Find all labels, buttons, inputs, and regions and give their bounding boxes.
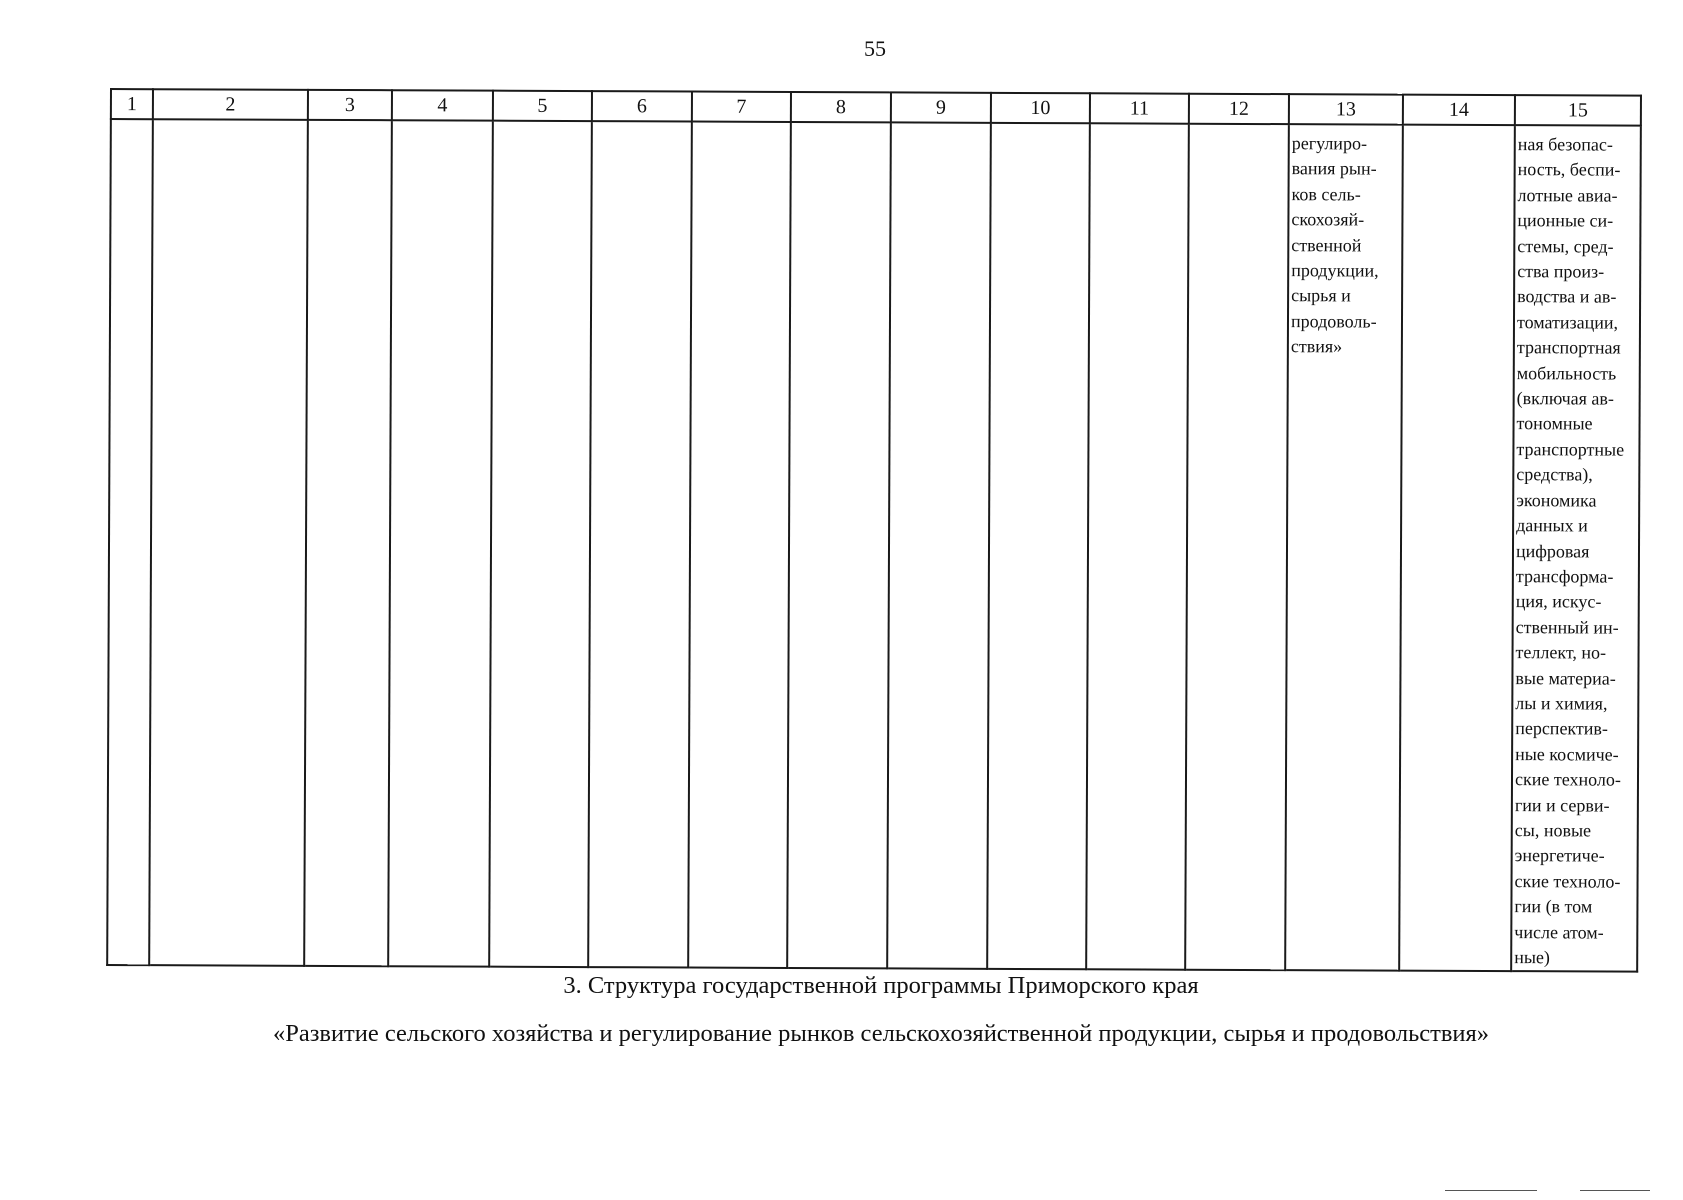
cell-15-line: ства произ- — [1517, 261, 1605, 282]
column-header-9: 9 — [891, 92, 991, 122]
table-row — [107, 119, 1641, 972]
column-header-15: 15 — [1515, 95, 1641, 126]
cell-15-line: лотные авиа- — [1517, 184, 1618, 206]
cell-15-line: стемы, сред- — [1517, 235, 1614, 257]
cell-15-line: тономные — [1516, 413, 1593, 434]
cell-15-line: экономика — [1516, 489, 1597, 511]
cell-13-line: ков сель- — [1291, 183, 1361, 205]
table-cell-2 — [149, 119, 308, 966]
table-cell-6 — [588, 121, 692, 968]
cell-15-line: транспортные — [1516, 439, 1625, 460]
cell-15-line: лы и химия, — [1515, 693, 1608, 714]
table-cell-9 — [887, 122, 991, 969]
cell-15-line: трансформа- — [1515, 566, 1614, 587]
section-title: 3. Структура государственной программы Приморского края — [563, 972, 1199, 999]
table-cell-12 — [1185, 124, 1289, 971]
table-cell-7 — [688, 122, 791, 969]
table-cell-15 — [1511, 125, 1641, 972]
footer-rule-left — [1445, 1190, 1537, 1191]
cell-15-line: цифровая — [1515, 540, 1590, 561]
table-cell-13 — [1285, 124, 1403, 971]
column-header-11: 11 — [1090, 93, 1189, 123]
cell-15-line: энергетиче- — [1514, 845, 1605, 866]
column-header-2: 2 — [153, 89, 308, 120]
cell-15-line: числе атом- — [1514, 921, 1604, 943]
cell-13-line: продукции, — [1291, 260, 1379, 281]
column-header-4: 4 — [392, 90, 493, 120]
cell-13-line: регулиро- — [1291, 133, 1368, 154]
cell-13-line: скохозяй- — [1291, 209, 1365, 230]
cell-15-line: данных и — [1516, 515, 1588, 536]
cell-15-line: ционные си- — [1517, 210, 1614, 231]
cell-15-line: сы, новые — [1514, 820, 1592, 841]
column-header-5: 5 — [493, 91, 592, 121]
section-subtitle: «Развитие сельского хозяйства и регулирование рынков сельскохозяйственной продукции, сырья и продовольствия» — [272, 1020, 1490, 1047]
cell-15-line: теллект, но- — [1515, 642, 1607, 663]
cell-15-line: транспортная — [1516, 337, 1621, 358]
page-number: 55 — [864, 36, 886, 61]
cell-13-line: ственной — [1291, 234, 1362, 256]
column-header-12: 12 — [1189, 94, 1289, 124]
footer-rule-right — [1580, 1190, 1650, 1191]
cell-15-line: ная безопас- — [1517, 134, 1613, 155]
cell-15-line: ские техноло- — [1514, 769, 1621, 790]
cell-15-line: вые материа- — [1515, 667, 1616, 689]
cell-15-line: ские техноло- — [1514, 870, 1621, 892]
program-table — [106, 88, 1642, 973]
cell-15-line: ность, беспи- — [1517, 159, 1621, 180]
table-cell-8 — [787, 122, 891, 969]
table-cell-14 — [1399, 125, 1515, 972]
cell-15-line: томатизации, — [1516, 311, 1619, 333]
column-header-3: 3 — [308, 90, 392, 120]
cell-13-line: сырья и — [1291, 285, 1351, 306]
cell-15-line: водства и ав- — [1517, 286, 1617, 308]
cell-15-line: мобильность — [1516, 362, 1617, 384]
cell-13-line: продоволь- — [1290, 310, 1377, 332]
cell-15-line: гии и серви- — [1514, 794, 1610, 816]
cell-15-line: ция, искус- — [1515, 591, 1602, 612]
table-cell-11 — [1086, 123, 1189, 970]
cell-15-line: ственный ин- — [1515, 616, 1619, 638]
table-cell-1 — [107, 119, 153, 966]
cell-15-text — [1512, 126, 1640, 971]
table-cell-5 — [489, 121, 592, 968]
column-header-1: 1 — [111, 89, 153, 119]
cell-15-line: ные) — [1514, 947, 1550, 968]
table-cell-10 — [987, 123, 1090, 970]
column-header-6: 6 — [592, 91, 692, 121]
cell-13-text — [1289, 125, 1402, 360]
table-cell-4 — [388, 120, 493, 967]
cell-15-line: (включая ав- — [1516, 388, 1614, 409]
cell-15-line: средства), — [1516, 464, 1593, 485]
cell-15-line: гии (в том — [1514, 896, 1593, 917]
cell-13-line: вания рын- — [1291, 158, 1377, 179]
column-header-13: 13 — [1289, 94, 1403, 124]
column-header-10: 10 — [991, 93, 1090, 123]
cell-13-line: ствия» — [1290, 336, 1343, 357]
column-header-8: 8 — [791, 92, 891, 122]
cell-15-line: перспектив- — [1515, 718, 1608, 739]
column-header-14: 14 — [1403, 95, 1515, 125]
table-cell-3 — [304, 120, 392, 967]
cell-15-line: ные космиче- — [1515, 743, 1619, 765]
column-header-7: 7 — [692, 92, 791, 122]
